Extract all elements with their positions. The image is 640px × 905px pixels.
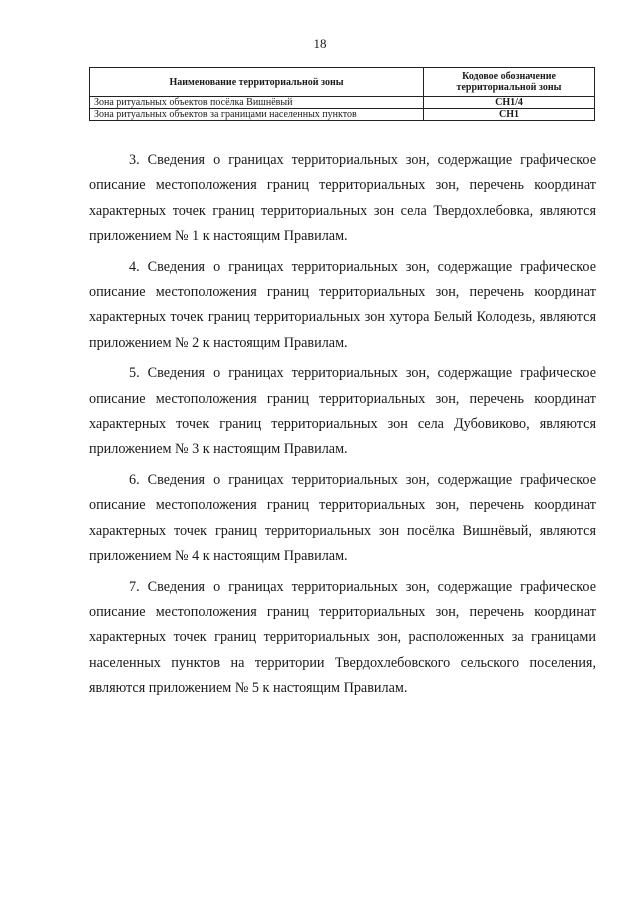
table-header-row	[90, 68, 595, 97]
table-row	[90, 109, 595, 121]
paragraph-item-5: 5. Сведения о границах территориальных зон, содержащие графическое описание местоположения границ территориальных зон, перечень координат характерных точек границ территориальных зон села Дубовиково, являются приложением № 3 к настоящим Правилам.	[89, 365, 596, 458]
page-number: 18	[313, 36, 327, 51]
paragraph-item-6: 6. Сведения о границах территориальных зон, содержащие графическое описание местоположения границ территориальных зон, перечень координат характерных точек границ территориальных зон посёлка Вишнёвый, являются приложением № 4 к настоящим Правилам.	[89, 471, 596, 565]
zone-name-cell: Зона ритуальных объектов посёлка Вишнёвый	[90, 97, 424, 109]
column-header-zone-name: Наименование территориальной зоны	[90, 68, 424, 97]
zone-name-cell: Зона ритуальных объектов за границами населенных пунктов	[90, 109, 424, 121]
zone-code-cell: СН1	[424, 109, 595, 121]
paragraph-item-3: 3. Сведения о границах территориальных зон, содержащие графическое описание местоположения границ территориальных зон, перечень координат характерных точек границ территориальных зон села Твердохлебовка, являются приложением № 1 к настоящим Правилам.	[89, 152, 596, 245]
zones-table	[89, 67, 595, 121]
document-body	[89, 148, 596, 707]
paragraph-item-4: 4. Сведения о границах территориальных зон, содержащие графическое описание местоположения границ территориальных зон, перечень координат характерных точек границ территориальных зон хутора Белый Колодезь, являются приложением № 2 к настоящим Правилам.	[89, 258, 596, 351]
paragraph-item-7: 7. Сведения о границах территориальных зон, содержащие графическое описание местоположения границ территориальных зон, перечень координат характерных точек границ территориальных зон, расположенных за границами населенных пунктов на территории Твердохлебовского сельского поселения, являются приложением № 5 к настоящим Правилам.	[89, 578, 596, 697]
column-header-zone-code: Кодовое обозначение территориальной зоны	[424, 68, 595, 97]
table-row	[90, 97, 595, 109]
zone-code-cell: СН1/4	[424, 97, 595, 109]
